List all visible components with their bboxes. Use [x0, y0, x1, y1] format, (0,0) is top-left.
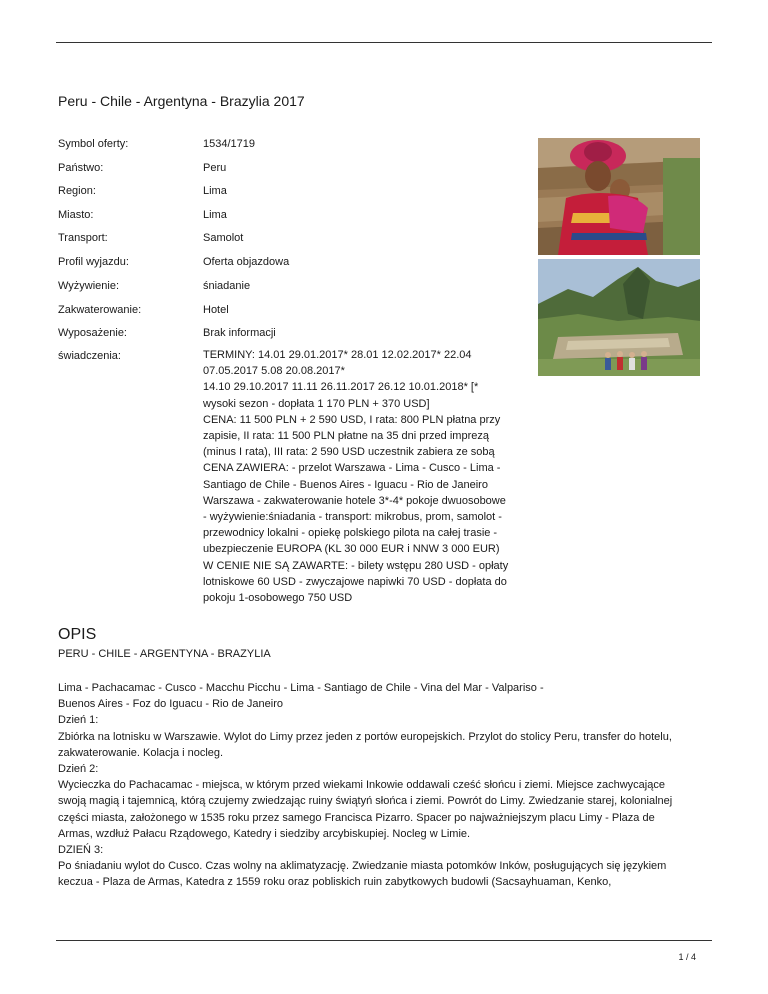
page-title: Peru - Chile - Argentyna - Brazylia 2017 — [58, 93, 305, 109]
field-label-country: Państwo: — [58, 162, 104, 174]
services-details: TERMINY: 14.01 29.01.2017* 28.01 12.02.2017* 22.04 07.05.2017 5.08 20.08.2017* 14.10 29.10.2017 11.11 26.11.2017 26.12 10.01.2018* [* wysoki sezon - dopłata 1 170 PLN + 370 USD] CENA: 11 500 PLN + 2 590 USD, I rata: 800 PLN płatna przy zapisie, II rata: 11 500 PLN płatne na 35 dni przed imprezą (minus I rata), III rata: 2 590 USD uczestnik zabiera ze sobą CENA ZAWIERA: - przelot Warszawa - Lima - Cusco - Lima - Santiago de Chile - Buenos Aires - Iguacu - Rio de Janeiro Warszawa - zakwaterowanie hotele 3*-4* pokoje dwuosobowe - wyżywienie:śniadania - transport: mikrobus, prom, samolot - przewodnicy lokalni - opiekę polskiego pilota na całej trasie - ubezpieczenie EUROPA (KL 30 000 EUR i NNW 3 000 EUR) W CENIE NIE SĄ ZAWARTE: - bilety wstępu 280 USD - opłaty lotniskowe 60 USD - zwyczajowe napiwki 70 USD - dopłata do pokoju 1-osobowego 750 USD — [203, 349, 509, 605]
field-label-trip-profile: Profil wyjazdu: — [58, 256, 129, 268]
field-value-transport: Samolot — [203, 232, 244, 244]
bottom-divider — [56, 940, 712, 941]
field-value-symbol: 1534/1719 — [203, 138, 255, 150]
field-label-region: Region: — [58, 185, 96, 197]
photo-andean-woman-with-child — [538, 138, 700, 255]
itinerary-text: Lima - Pachacamac - Cusco - Macchu Picchu - Lima - Santiago de Chile - Vina del Mar - Valpariso - Buenos Aires - Foz do Iguacu - Rio de Janeiro Dzień 1: Zbiórka na lotnisku w Warszawie. Wylot do Limy przez jeden z portów europejskich. Przylot do stolicy Peru, transfer do hotelu, zakwaterowanie. Kolacja i nocleg. Dzień 2: Wycieczka do Pachacamac - miejsca, w którym przed wiekami Inkowie oddawali cześć słońcu i ziemi. Miejsce zachwycające swoją magią i tajemnicą, którą czujemy zwiedzając ruiny świątyń słońca i ziemi. Powrót do Limy. Zwiedzanie starej, kolonialnej części miasta, założonego w 1535 roku przez samego Francisca Pizarro. Spacer po najważniejszym placu Limy - Plaza de Armas, wzdłuż Pałacu Rządowego, Katedry i siedziby arcybiskupiej. Nocleg w Limie. DZIEŃ 3: Po śniadaniu wylot do Cusco. Czas wolny na aklimatyzację. Zwiedzanie miasta potomków Inków, posługujących się językiem keczua - Plaza de Armas, Katedra z 1559 roku oraz pobliskich ruin zabytkowych budowli (Sacsayhuaman, Kenko, — [58, 682, 673, 889]
field-value-country: Peru — [203, 162, 227, 174]
field-label-services: świadczenia: — [58, 350, 121, 362]
page-number: 1 / 4 — [678, 952, 696, 962]
field-value-city: Lima — [203, 209, 227, 221]
field-label-city: Miasto: — [58, 209, 94, 221]
field-label-accommodation: Zakwaterowanie: — [58, 304, 142, 316]
top-divider — [56, 42, 712, 43]
section-heading: OPIS — [58, 626, 97, 643]
field-label-transport: Transport: — [58, 232, 108, 244]
field-label-equipment: Wyposażenie: — [58, 327, 127, 339]
field-value-board: śniadanie — [203, 280, 251, 292]
field-label-symbol: Symbol oferty: — [58, 138, 129, 150]
field-label-board: Wyżywienie: — [58, 280, 120, 292]
field-value-accommodation: Hotel — [203, 304, 229, 316]
field-value-equipment: Brak informacji — [203, 327, 276, 339]
photo-machu-picchu — [538, 259, 700, 376]
field-value-region: Lima — [203, 185, 227, 197]
field-value-trip-profile: Oferta objazdowa — [203, 256, 290, 268]
section-subtitle: PERU - CHILE - ARGENTYNA - BRAZYLIA — [58, 648, 271, 660]
